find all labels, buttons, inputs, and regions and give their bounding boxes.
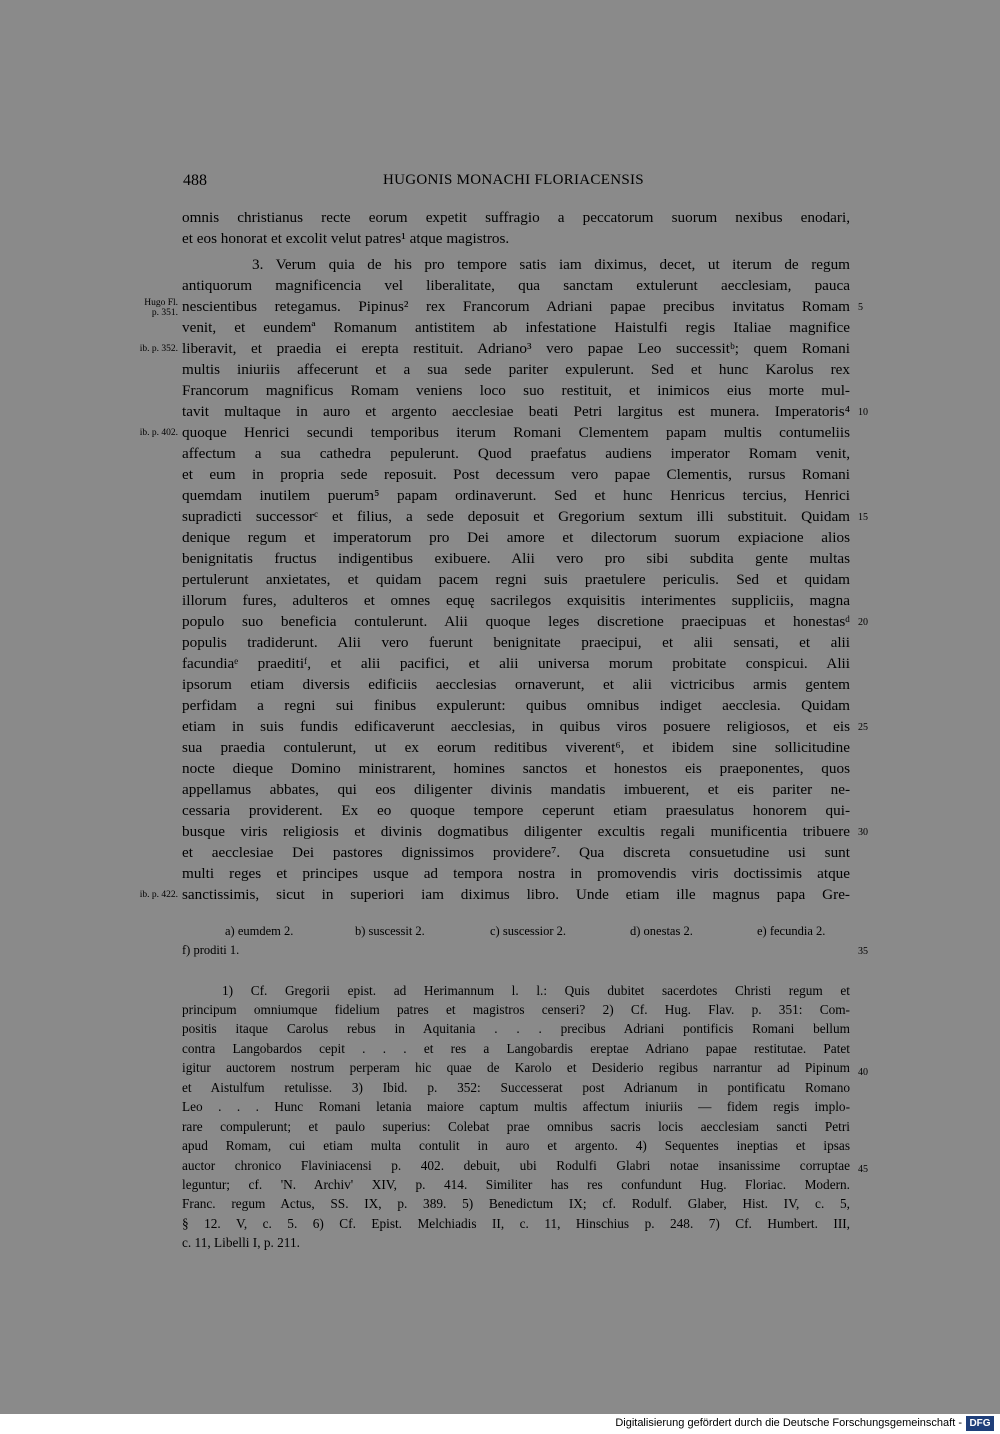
- body-line: etiam in suis fundis edificaverunt aecclesias, in quibus viros posuere religiosos, et eis: [182, 718, 850, 735]
- body-line: busque viris religiosis et divinis dogmatibus diligenter excultis regali munificentia tribuere: [182, 823, 850, 840]
- body-line: populo suo beneficia contulerunt. Alii quoque leges discretione praecipuas et honestasᵈ: [182, 613, 850, 630]
- body-line: et eum in propria sede reposuit. Post decessum vero papae Clementis, rursus Romani: [182, 466, 850, 483]
- body-line: antiquorum magnificencia vel liberalitate, qua sanctam extulerunt aecclesiam, pauca: [182, 277, 850, 294]
- footnote-line: principum omniumque fidelium patres et magistros censeri? 2) Cf. Hug. Flav. p. 351: Com-: [182, 1002, 850, 1017]
- body-line: supradicti successorᶜ et filius, a sede deposuit et Gregorium sextum illi substituit. Quidam: [182, 508, 850, 525]
- footnote-line: rare compulerunt; et paulo superius: Colebat prae omnibus sacris locis aecclesiam sancti Petri: [182, 1119, 850, 1134]
- line-number: 15: [858, 512, 868, 523]
- footnote-line: Leo . . . Hunc Romani letania maiore captum multis affectum iniuriis — fidem regis implo-: [182, 1099, 850, 1114]
- body-line: illorum fures, adulteros et omnes equę sacrilegos exquisitis interimentes suppliciis, magna: [182, 592, 850, 609]
- apparatus-entry: f) proditi 1.: [182, 943, 240, 957]
- body-line: facundiaᵉ praeditiᶠ, et alii pacifici, et alii universa morum probitate conspicui. Alii: [182, 655, 850, 672]
- apparatus-entry: e) fecundia 2.: [757, 924, 826, 938]
- apparatus-entry: a) eumdem 2.: [225, 924, 294, 938]
- footnote-line: et Aistulfum retulisse. 3) Ibid. p. 352: Successerat post Adrianum in pontificatu Romano: [182, 1080, 850, 1095]
- body-line: quemdam inutilem puerum⁵ papam ordinaverunt. Sed et hunc Henricus tercius, Henrici: [182, 487, 850, 504]
- body-line: sua praedia contulerunt, ut ex eorum reditibus viverent⁶, et ibidem sine sollicitudine: [182, 739, 850, 756]
- body-line: quoque Henrici secundi temporibus iterum Romani Clementem papam multis contumeliis: [182, 424, 850, 441]
- body-line: Francorum magnificus Romam veniens loco suo restituit, et inimicos eius morte mul-: [182, 382, 850, 399]
- margin-note: ib. p. 402.: [139, 428, 178, 438]
- footnote-line: leguntur; cf. 'N. Archiv' XIV, p. 414. Similiter has res confundunt Hug. Floriac. Modern.: [182, 1177, 850, 1192]
- body-line: sanctissimis, sicut in superiori iam diximus libro. Unde etiam ille magnus papa Gre-: [182, 886, 850, 903]
- apparatus-entry: d) onestas 2.: [630, 924, 693, 938]
- body-line: et eos honorat et excolit velut patres¹ atque magistros.: [182, 230, 510, 247]
- body-line: denique regum et imperatorum pro Dei amore et dilectorum suorum expiacione alios: [182, 529, 850, 546]
- apparatus-entry: c) suscessior 2.: [490, 924, 567, 938]
- body-line: pertulerunt anxietates, et quidam pacem regni suis praetulere periculis. Sed et quidam: [182, 571, 850, 588]
- footnote-line: 1) Cf. Gregorii epist. ad Herimannum l. l.: Quis dubitet sacerdotes Christi regum et: [222, 983, 850, 998]
- body-line: 3. Verum quia de his pro tempore satis iam diximus, decet, ut iterum de regum: [252, 256, 850, 273]
- line-number: 35: [858, 946, 868, 957]
- margin-note: Hugo Fl. p. 351.: [144, 298, 178, 318]
- line-number: 45: [858, 1164, 868, 1175]
- line-number: 30: [858, 827, 868, 838]
- line-number: 5: [858, 302, 863, 313]
- footnote-line: auctor chronico Flaviniacensi p. 402. debuit, ubi Rodulfi Glabri notae insanissime corruptae: [182, 1158, 850, 1173]
- footnote-line: c. 11, Libelli I, p. 211.: [182, 1235, 300, 1250]
- footnote-line: § 12. V, c. 5. 6) Cf. Epist. Melchiadis II, c. 11, Hinschius p. 248. 7) Cf. Humbert. III,: [182, 1216, 850, 1231]
- footnote-line: positis itaque Carolus rebus in Aquitania . . . precibus Adriani pontificis Romani bellum: [182, 1021, 850, 1036]
- body-line: tavit multaque in auro et argento aecclesiae beati Petri largitus est munera. Imperatoris⁴: [182, 403, 850, 420]
- line-number: 25: [858, 722, 868, 733]
- body-line: liberavit, et praedia ei erepta restituit. Adriano³ vero papae Leo successitᵇ; quem Romani: [182, 340, 850, 357]
- margin-note: ib. p. 352.: [139, 344, 178, 354]
- body-line: multi reges et principes usque ad tempora nostra in promovendis viris doctissimis atque: [182, 865, 850, 882]
- body-line: multis iniuriis affecerunt et a sua sede pariter expulerunt. Sed et hunc Karolus rex: [182, 361, 850, 378]
- margin-note: ib. p. 422.: [139, 890, 178, 900]
- apparatus-entry: b) suscessit 2.: [355, 924, 425, 938]
- body-line: omnis christianus recte eorum expetit suffragio a peccatorum suorum nexibus enodari,: [182, 209, 850, 226]
- page-number: 488: [183, 172, 207, 189]
- body-line: affectum a sua cathedra pepulerunt. Quod praefatus audiens imperator Romam venit,: [182, 445, 850, 462]
- body-line: nescientibus retegamus. Pipinus² rex Francorum Adriani papae precibus invitatus Romam: [182, 298, 850, 315]
- body-line: populis tradiderunt. Alii vero fuerunt benignitate praecipui, et alii sensati, et alii: [182, 634, 850, 651]
- footnote-line: Franc. regum Actus, SS. IX, p. 389. 5) Benedictum IX; cf. Rodulf. Glaber, Hist. IV, c. 5,: [182, 1196, 850, 1211]
- line-number: 20: [858, 617, 868, 628]
- footnote-line: igitur auctorem nostrum perperam hic quae de Karolo et Desiderio regibus narrantur ad Pipinum: [182, 1060, 850, 1075]
- body-line: venit, et eundemª Romanum antistitem ab infestatione Haistulfi regis Italiae magnifice: [182, 319, 850, 336]
- footnote-line: contra Langobardos cepit . . . et res a Langobardis ereptae Adriano papae restitutae. Patet: [182, 1041, 850, 1056]
- funding-notice: Digitalisierung gefördert durch die Deutsche Forschungsgemeinschaft -: [615, 1417, 962, 1429]
- body-line: nocte dieque Domino ministrarent, homines sanctos et honestos eis praeponentes, quos: [182, 760, 850, 777]
- running-head: HUGONIS MONACHI FLORIACENSIS: [383, 172, 644, 188]
- line-number: 40: [858, 1067, 868, 1078]
- line-number: 10: [858, 407, 868, 418]
- body-line: ipsorum etiam diversis edificiis aecclesias ornaverunt, et alii victricibus armis gentem: [182, 676, 850, 693]
- body-line: benignitatis fructus indigentibus exibuere. Alii vero pro sibi subdita gente multas: [182, 550, 850, 567]
- body-line: et aecclesiae Dei pastores dignissimos providere⁷. Qua discreta consuetudine usi sunt: [182, 844, 850, 861]
- footnote-line: apud Romam, cui etiam multa contulit in auro et argento. 4) Sequentes ineptias et ipsas: [182, 1138, 850, 1153]
- body-line: appellamus abbates, qui eos diligenter divinis mandatis imbuerent, et eis pariter ne-: [182, 781, 850, 798]
- body-line: perfidam a regni sui finibus expulerunt: quibus omnibus indiget aecclesia. Quidam: [182, 697, 850, 714]
- dfg-logo: DFG: [966, 1416, 994, 1431]
- body-line: cessaria providerent. Ex eo quoque tempore ceperunt etiam praesulatus honorem qui-: [182, 802, 850, 819]
